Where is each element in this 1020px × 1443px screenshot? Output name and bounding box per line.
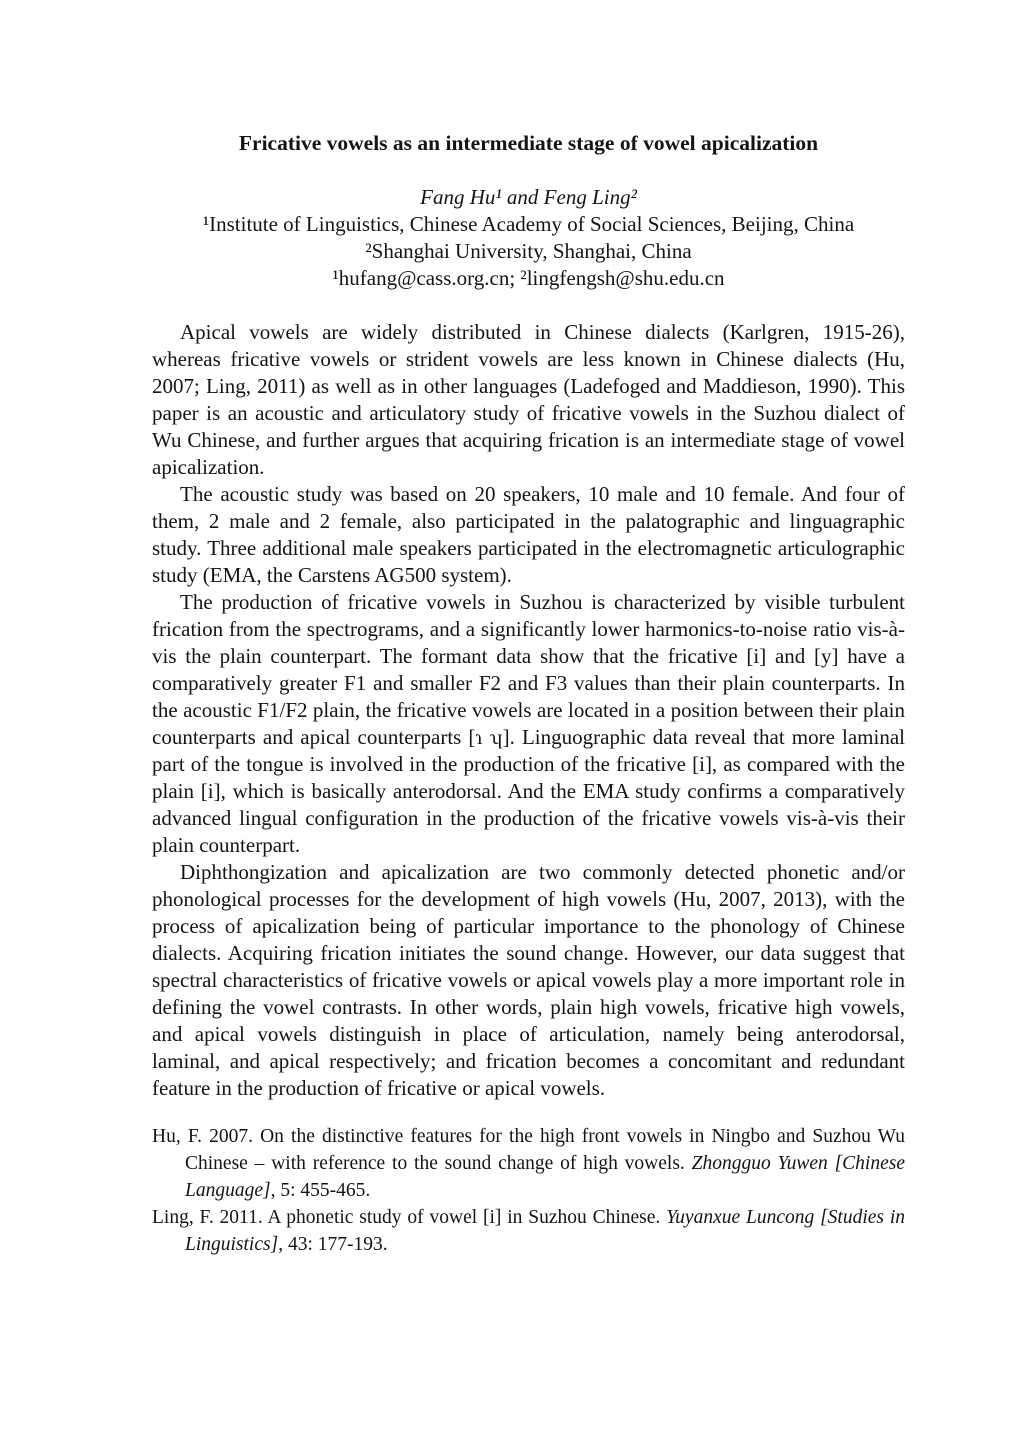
paper-title: Fricative vowels as an intermediate stage of vowel apicalization [238,131,819,155]
abstract-paragraph-1: Apical vowels are widely distributed in Chinese dialects (Karlgren, 1915-26), whereas fricative vowels or strident vowels are less known in Chinese dialects (Hu, 2007; Ling, 2011) as well as in other languages (Ladefoged and Maddieson, 1990). This paper is an acoustic and articulatory study of fricative vowels in the Suzhou dialect of Wu Chinese, and further argues that acquiring frication is an intermediate stage of vowel apicalization. [152,320,905,479]
abstract-paragraph-4: Diphthongization and apicalization are two commonly detected phonetic and/or phonological processes for the development of high vowels (Hu, 2007, 2013), with the process of apicalization being of particular importance to the phonology of Chinese dialects. Acquiring frication initiates the sound change. However, our data suggest that spectral characteristics of fricative vowels or apical vowels play a more important role in defining the vowel contrasts. In other words, plain high vowels, fricative high vowels, and apical vowels distinguish in place of articulation, namely being anterodorsal, laminal, and apical respectively; and frication becomes a concomitant and redundant feature in the production of fricative or apical vowels. [152,860,905,1100]
references-section [152,1123,905,1258]
reference-2-journal-title: Yuyanxue Luncong [Studies in Linguistics] [185,1207,906,1255]
affiliation-line-1: ¹Institute of Linguistics, Chinese Academy of Social Sciences, Beijing, China [202,212,855,236]
emails-line: ¹hufang@cass.org.cn; ²lingfengsh@shu.edu.cn [332,266,725,290]
reference-2-citation-text: Ling, F. 2011. A phonetic study of vowel [i] in Suzhou Chinese. [152,1207,667,1228]
abstract-body [152,319,905,1102]
reference-1-pages: , 5: 455-465. [270,1180,371,1201]
reference-entry-1 [152,1123,905,1204]
abstract-paragraph-3: The production of fricative vowels in Suzhou is characterized by visible turbulent frication from the spectrograms, and a significantly lower harmonics-to-noise ratio vis-à-vis the plain counterpart. The formant data show that the fricative [i] and [y] have a comparatively greater F1 and smaller F2 and F3 values than their plain counterparts. In the acoustic F1/F2 plain, the fricative vowels are located in a position between their plain counterparts and apical counterparts [ɿ ʮ]. Linguographic data reveal that more laminal part of the tongue is involved in the production of the fricative [i], as compared with the plain [i], which is basically anterodorsal. And the EMA study confirms a comparatively advanced lingual configuration in the production of the fricative vowels vis-à-vis their plain counterpart. [152,590,905,857]
reference-1-journal-title: Zhongguo Yuwen [Chinese Language] [185,1153,905,1201]
authors-line: Fang Hu¹ and Feng Ling² [420,185,637,209]
affiliation-line-2: ²Shanghai University, Shanghai, China [365,239,692,263]
page-content [152,130,905,1258]
reference-entry-2 [152,1204,905,1258]
reference-2-pages: , 43: 177-193. [278,1234,388,1255]
author-affiliation-block [152,184,905,292]
reference-1-citation-text: Hu, F. 2007. On the distinctive features for the high front vowels in Ningbo and Suzhou Wu Chinese – with reference to the sound change of high vowels. [152,1126,905,1174]
abstract-paragraph-2: The acoustic study was based on 20 speakers, 10 male and 10 female. And four of them, 2 male and 2 female, also participated in the palatographic and linguagraphic study. Three additional male speakers participated in the electromagnetic articulographic study (EMA, the Carstens AG500 system). [152,482,905,587]
